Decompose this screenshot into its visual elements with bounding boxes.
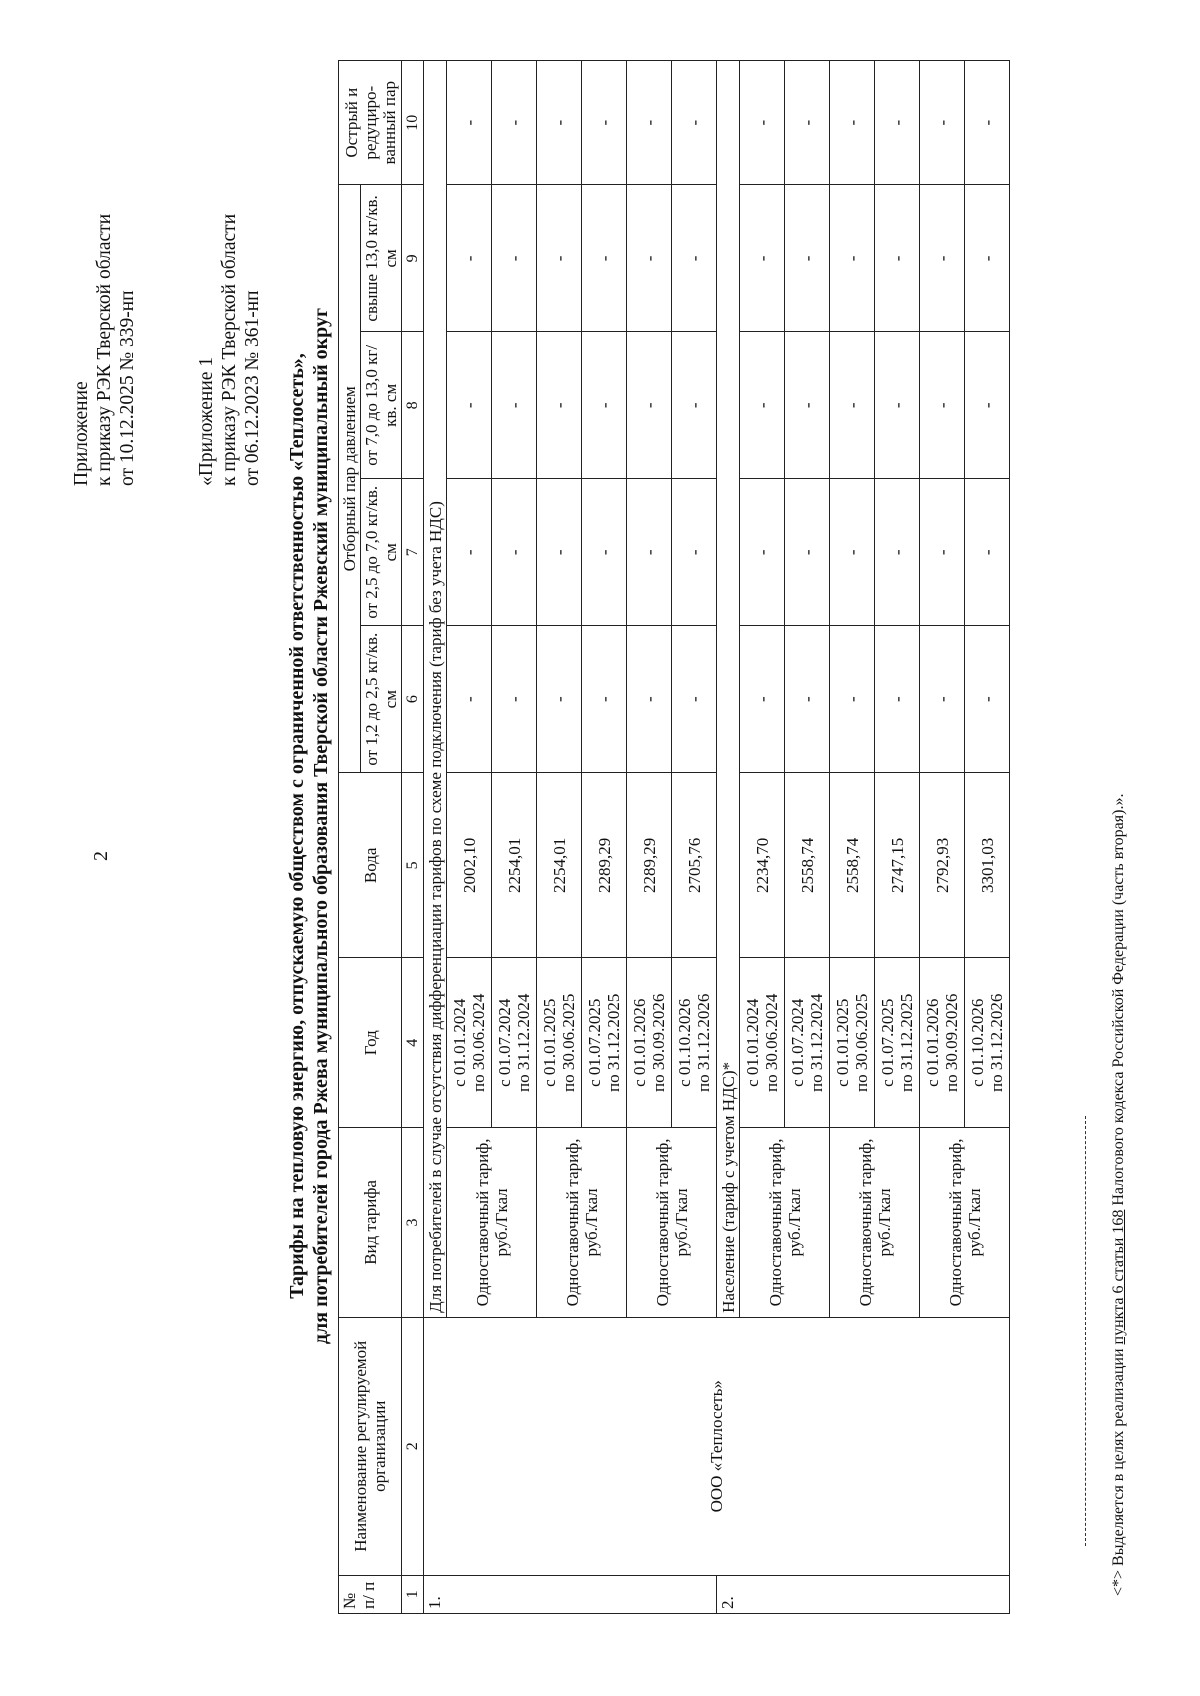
steam-tariff: - (785, 61, 830, 185)
section-number: 2. (717, 1575, 1010, 1613)
water-tariff: 2289,29 (582, 773, 627, 958)
steam-tariff: - (965, 626, 1010, 773)
water-tariff: 3301,03 (965, 773, 1010, 958)
header-sharp-steam: Острый и редуциро-ванный пар (339, 61, 402, 185)
period-end: по 31.12.2024 (514, 993, 533, 1092)
water-tariff: 2792,93 (920, 773, 965, 958)
page-number: 2 (90, 851, 112, 861)
steam-tariff: - (492, 332, 537, 479)
header-org: Наименование регулируемой организации (339, 1317, 402, 1575)
title-line: Тарифы на тепловую энергию, отпускаемую обществом с ограниченной ответственностью «Теплосеть», (286, 353, 308, 1299)
period-cell (627, 958, 672, 1128)
steam-tariff: - (830, 185, 875, 332)
period-cell (537, 958, 582, 1128)
period-end: по 30.09.2026 (649, 993, 668, 1092)
period-cell (965, 958, 1010, 1128)
footnote-law-reference: пункта 6 статьи 168 (1110, 1209, 1127, 1345)
period-end: по 30.06.2024 (762, 993, 781, 1092)
tariff-type: Одноставочный тариф, руб./Гкал (740, 1128, 830, 1318)
period-end: по 30.06.2024 (469, 993, 488, 1092)
period-cell (582, 958, 627, 1128)
period-end: по 31.12.2025 (604, 993, 623, 1092)
steam-tariff: - (447, 185, 492, 332)
tariff-table (338, 60, 1010, 1614)
period-start: с 01.01.2025 (540, 998, 559, 1087)
footnote-text-end: Налогового кодекса Российской Федерации (часть вторая).». (1110, 793, 1127, 1210)
period-start: с 01.10.2026 (675, 998, 694, 1087)
steam-tariff: - (830, 61, 875, 185)
steam-tariff: - (965, 61, 1010, 185)
steam-tariff: - (965, 185, 1010, 332)
steam-tariff: - (785, 479, 830, 626)
steam-tariff: - (537, 479, 582, 626)
header-year: Год (339, 958, 402, 1128)
water-tariff: 2289,29 (627, 773, 672, 958)
steam-tariff: - (492, 626, 537, 773)
column-number: 4 (402, 958, 424, 1128)
steam-tariff: - (582, 479, 627, 626)
steam-tariff: - (447, 626, 492, 773)
period-cell (830, 958, 875, 1128)
approval-line: к приказу РЭК Тверской области (219, 213, 240, 486)
steam-tariff: - (672, 626, 717, 773)
section-number: 1. (424, 1575, 717, 1613)
steam-tariff: - (740, 479, 785, 626)
period-start: с 01.10.2026 (968, 998, 987, 1087)
water-tariff: 2254,01 (537, 773, 582, 958)
period-start: с 01.07.2025 (878, 998, 897, 1087)
steam-tariff: - (920, 61, 965, 185)
steam-tariff: - (672, 332, 717, 479)
steam-tariff: - (627, 185, 672, 332)
steam-tariff: - (582, 626, 627, 773)
steam-tariff: - (537, 626, 582, 773)
steam-tariff: - (627, 61, 672, 185)
period-cell (875, 958, 920, 1128)
steam-tariff: - (875, 185, 920, 332)
approval-line: от 10.12.2025 № 339-нп (117, 290, 138, 486)
period-end: по 30.06.2025 (852, 993, 871, 1092)
period-end: по 30.09.2026 (942, 993, 961, 1092)
column-number: 1 (402, 1575, 424, 1613)
steam-tariff: - (785, 185, 830, 332)
steam-tariff: - (672, 185, 717, 332)
column-number: 3 (402, 1128, 424, 1318)
header-steam-group: Отборный пар давлением (339, 185, 361, 773)
period-cell (672, 958, 717, 1128)
water-tariff: 2558,74 (785, 773, 830, 958)
table-body (424, 61, 1010, 1614)
approval-line: Приложение (71, 381, 92, 486)
period-start: с 01.07.2024 (788, 998, 807, 1087)
header-row (339, 61, 361, 1614)
steam-tariff: - (920, 332, 965, 479)
header-tariff-type: Вид тарифа (339, 1128, 402, 1318)
period-end: по 31.12.2026 (987, 993, 1006, 1092)
tariff-type: Одноставочный тариф, руб./Гкал (830, 1128, 920, 1318)
period-end: по 31.12.2024 (807, 993, 826, 1092)
column-number-row (402, 61, 424, 1614)
column-number: 8 (402, 332, 424, 479)
steam-tariff: - (785, 626, 830, 773)
steam-tariff: - (920, 479, 965, 626)
tariff-type: Одноставочный тариф, руб./Гкал (627, 1128, 717, 1318)
steam-tariff: - (537, 61, 582, 185)
steam-tariff: - (875, 626, 920, 773)
steam-tariff: - (965, 479, 1010, 626)
steam-tariff: - (672, 479, 717, 626)
steam-tariff: - (447, 332, 492, 479)
period-end: по 31.12.2025 (897, 993, 916, 1092)
steam-tariff: - (627, 332, 672, 479)
steam-tariff: - (875, 61, 920, 185)
header-num: № п/ п (339, 1575, 402, 1613)
steam-tariff: - (830, 626, 875, 773)
steam-tariff: - (492, 479, 537, 626)
steam-tariff: - (875, 479, 920, 626)
steam-tariff: - (627, 479, 672, 626)
footnote (1110, 794, 1128, 1596)
section-row (424, 61, 447, 1614)
steam-tariff: - (447, 479, 492, 626)
column-number: 6 (402, 626, 424, 773)
header-steam-2: от 2,5 до 7,0 кг/кв. см (361, 479, 402, 626)
water-tariff: 2234,70 (740, 773, 785, 958)
steam-tariff: - (785, 332, 830, 479)
header-steam-1: от 1,2 до 2,5 кг/кв. см (361, 626, 402, 773)
steam-tariff: - (740, 185, 785, 332)
steam-tariff: - (447, 61, 492, 185)
period-cell (785, 958, 830, 1128)
approval-line: «Приложение 1 (196, 356, 217, 486)
header-steam-3: от 7,0 до 13,0 кг/кв. см (361, 332, 402, 479)
steam-tariff: - (920, 626, 965, 773)
tariff-type: Одноставочный тариф, руб./Гкал (920, 1128, 1010, 1318)
water-tariff: 2254,01 (492, 773, 537, 958)
steam-tariff: - (965, 332, 1010, 479)
column-number: 2 (402, 1317, 424, 1575)
footnote-divider (1085, 1116, 1086, 1546)
steam-tariff: - (492, 185, 537, 332)
water-tariff: 2558,74 (830, 773, 875, 958)
steam-tariff: - (582, 185, 627, 332)
period-start: с 01.01.2024 (450, 998, 469, 1087)
document-title (285, 76, 333, 1576)
period-start: с 01.07.2024 (495, 998, 514, 1087)
period-cell (447, 958, 492, 1128)
water-tariff: 2002,10 (447, 773, 492, 958)
footnote-text: <*> Выделяется в целях реализации (1110, 1344, 1127, 1596)
approval-block-current (70, 214, 139, 486)
title-line: для потребителей города Ржева муниципального образования Тверской области Ржевский муниципальный округ (310, 307, 332, 1345)
period-cell (492, 958, 537, 1128)
steam-tariff: - (740, 626, 785, 773)
approval-block-previous (195, 214, 264, 486)
column-number: 7 (402, 479, 424, 626)
steam-tariff: - (830, 332, 875, 479)
steam-tariff: - (582, 332, 627, 479)
organization-name: ООО «Теплосеть» (424, 1317, 1010, 1575)
section-title: Для потребителей в случае отсутствия дифференциации тарифов по схеме подключения (тариф без учета НДС) (424, 61, 447, 1318)
approval-line: к приказу РЭК Тверской области (94, 213, 115, 486)
tariff-type: Одноставочный тариф, руб./Гкал (447, 1128, 537, 1318)
steam-tariff: - (492, 61, 537, 185)
tariff-type: Одноставочный тариф, руб./Гкал (537, 1128, 627, 1318)
period-end: по 31.12.2026 (694, 993, 713, 1092)
period-start: с 01.01.2025 (833, 998, 852, 1087)
column-number: 9 (402, 185, 424, 332)
steam-tariff: - (537, 332, 582, 479)
header-steam-4: свыше 13,0 кг/кв. см (361, 185, 402, 332)
header-water: Вода (339, 773, 402, 958)
water-tariff: 2747,15 (875, 773, 920, 958)
steam-tariff: - (672, 61, 717, 185)
steam-tariff: - (537, 185, 582, 332)
approval-line: от 06.12.2023 № 361-нп (242, 290, 263, 486)
period-start: с 01.01.2026 (630, 998, 649, 1087)
column-number: 10 (402, 61, 424, 185)
steam-tariff: - (740, 61, 785, 185)
section-title: Население (тариф с учетом НДС)* (717, 61, 740, 1318)
steam-tariff: - (627, 626, 672, 773)
period-cell (740, 958, 785, 1128)
period-cell (920, 958, 965, 1128)
column-number: 5 (402, 773, 424, 958)
period-start: с 01.01.2024 (743, 998, 762, 1087)
steam-tariff: - (920, 185, 965, 332)
period-start: с 01.01.2026 (923, 998, 942, 1087)
steam-tariff: - (830, 479, 875, 626)
steam-tariff: - (582, 61, 627, 185)
period-end: по 30.06.2025 (559, 993, 578, 1092)
water-tariff: 2705,76 (672, 773, 717, 958)
period-start: с 01.07.2025 (585, 998, 604, 1087)
steam-tariff: - (740, 332, 785, 479)
steam-tariff: - (875, 332, 920, 479)
